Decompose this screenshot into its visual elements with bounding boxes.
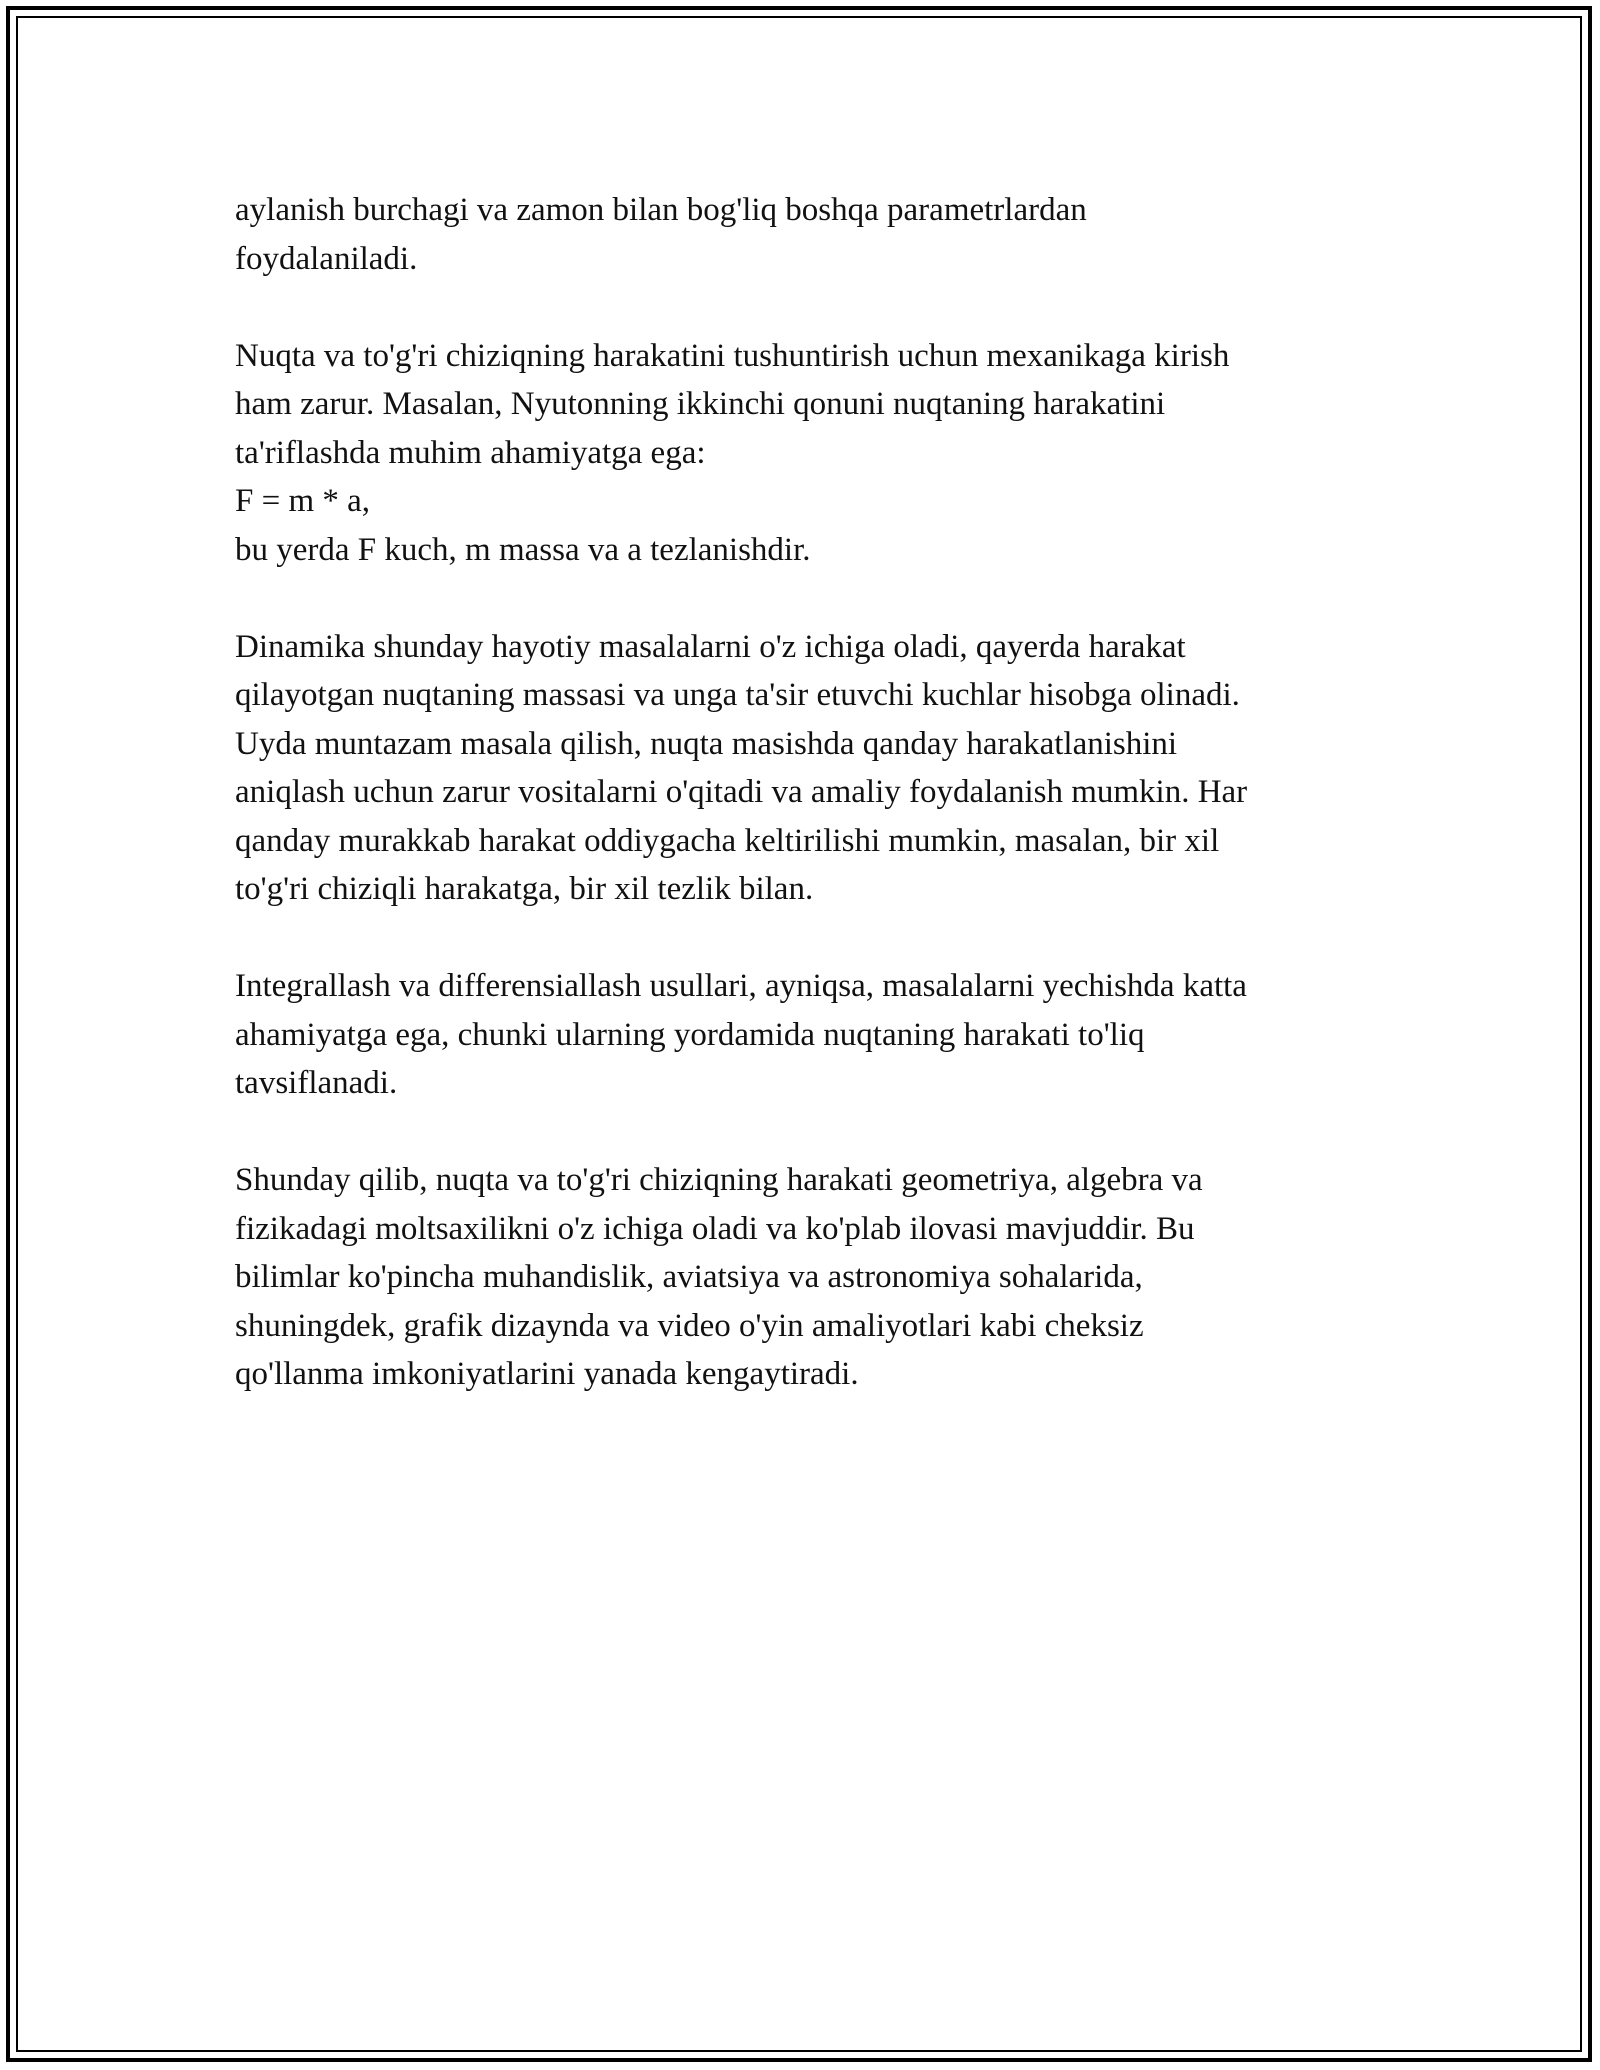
text-line: ta'riflashda muhim ahamiyatga ega: — [235, 434, 706, 471]
text-line: shuningdek, grafik dizaynda va video o'yin amaliyotlari kabi cheksiz — [235, 1307, 1144, 1344]
text-line: tavsiflanadi. — [235, 1065, 398, 1101]
text-line: bilimlar ko'pincha muhandislik, aviatsiya va astronomiya sohalarida, — [235, 1259, 1143, 1295]
text-line: aylanish burchagi va zamon bilan bog'liq boshqa parametrlardan — [235, 192, 1087, 228]
document-body — [235, 186, 1375, 1447]
text-line: Integrallash va differensiallash usullari, ayniqsa, masalalarni yechishda katta — [235, 968, 1247, 1004]
text-line: qanday murakkab harakat oddiygacha keltirilishi mumkin, masalan, bir xil — [235, 822, 1220, 859]
text-line: Shunday qilib, nuqta va to'g'ri chiziqning harakati geometriya, algebra va — [235, 1162, 1203, 1198]
text-line: aniqlash uchun zarur vositalarni o'qitadi va amaliy foydalanish mumkin. Har — [235, 774, 1248, 810]
text-line: fizikadagi moltsaxilikni o'z ichiga oladi va ko'plab ilovasi mavjuddir. Bu — [235, 1210, 1195, 1247]
text-line: foydalaniladi. — [235, 240, 418, 277]
text-line: to'g'ri chiziqli harakatga, bir xil tezlik bilan. — [235, 871, 814, 907]
text-line: ham zarur. Masalan, Nyutonning ikkinchi qonuni nuqtaning harakatini — [235, 386, 1166, 422]
text-line: qo'llanma imkoniyatlarini yanada kengaytiradi. — [235, 1356, 859, 1392]
text-line: bu yerda F kuch, m massa va a tezlanishdir. — [235, 531, 811, 568]
text-line: qilayotgan nuqtaning massasi va unga ta'sir etuvchi kuchlar hisobga olinadi. — [235, 677, 1240, 713]
paragraph-5 — [235, 1156, 1375, 1399]
formula-line: F = m * a, — [235, 483, 371, 519]
paragraph-3 — [235, 623, 1375, 914]
paragraph-2 — [235, 332, 1375, 575]
text-line: Uyda muntazam masala qilish, nuqta masishda qanday harakatlanishini — [235, 725, 1178, 762]
paragraph-1 — [235, 186, 1375, 283]
paragraph-4 — [235, 962, 1375, 1108]
text-line: Nuqta va to'g'ri chiziqning harakatini tushuntirish uchun mexanikaga kirish — [235, 337, 1230, 374]
text-line: ahamiyatga ega, chunki ularning yordamida nuqtaning harakati to'liq — [235, 1016, 1145, 1053]
text-line: Dinamika shunday hayotiy masalalarni o'z ichiga oladi, qayerda harakat — [235, 628, 1186, 665]
